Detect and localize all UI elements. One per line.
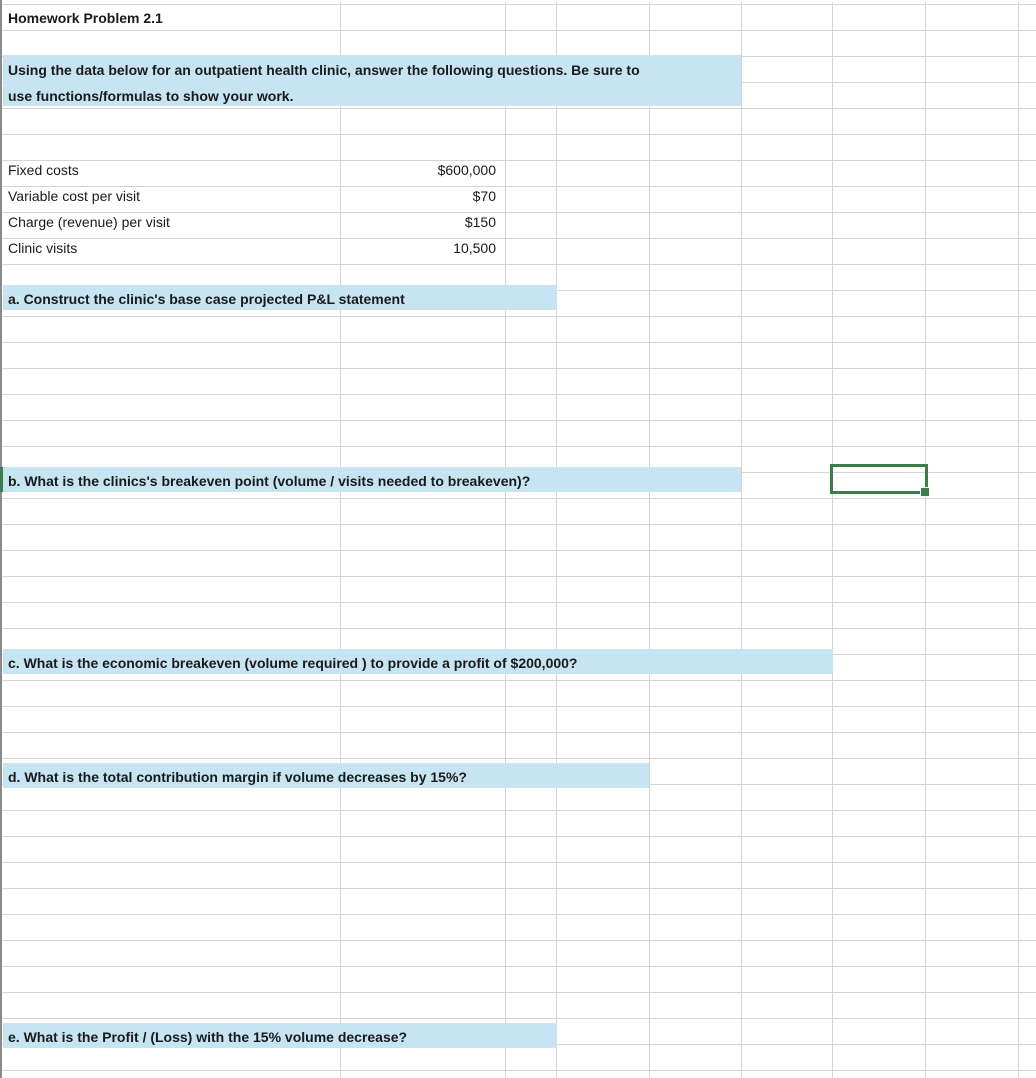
input-value-fixed-costs[interactable]: $600,000: [437, 162, 496, 178]
selected-cell[interactable]: [830, 464, 928, 494]
sheet-top-edge: [0, 0, 1036, 2]
question-a[interactable]: a. Construct the clinic's base case projected P&L statement: [8, 291, 405, 307]
row-header-edge: [0, 0, 2, 1078]
fill-handle[interactable]: [920, 487, 930, 497]
input-value-variable-cost[interactable]: $70: [472, 188, 496, 204]
sheet-title[interactable]: Homework Problem 2.1: [8, 10, 163, 26]
instructions-line-2[interactable]: use functions/formulas to show your work.: [8, 88, 294, 104]
instructions-line-1[interactable]: Using the data below for an outpatient health clinic, answer the following questions. Be sure to: [8, 62, 640, 78]
input-value-clinic-visits[interactable]: 10,500: [453, 240, 496, 256]
row-selection-marker: [0, 467, 3, 492]
input-label-charge[interactable]: Charge (revenue) per visit: [8, 214, 170, 230]
input-label-variable-cost[interactable]: Variable cost per visit: [8, 188, 141, 204]
question-d[interactable]: d. What is the total contribution margin if volume decreases by 15%?: [8, 769, 467, 785]
input-label-clinic-visits[interactable]: Clinic visits: [8, 240, 78, 256]
question-e[interactable]: e. What is the Profit / (Loss) with the 15% volume decrease?: [8, 1029, 408, 1045]
input-value-charge[interactable]: $150: [464, 214, 496, 230]
input-label-fixed-costs[interactable]: Fixed costs: [8, 162, 79, 178]
question-b[interactable]: b. What is the clinics's breakeven point (volume / visits needed to breakeven)?: [8, 473, 531, 489]
question-c[interactable]: c. What is the economic breakeven (volume required ) to provide a profit of $200,000?: [8, 655, 578, 671]
